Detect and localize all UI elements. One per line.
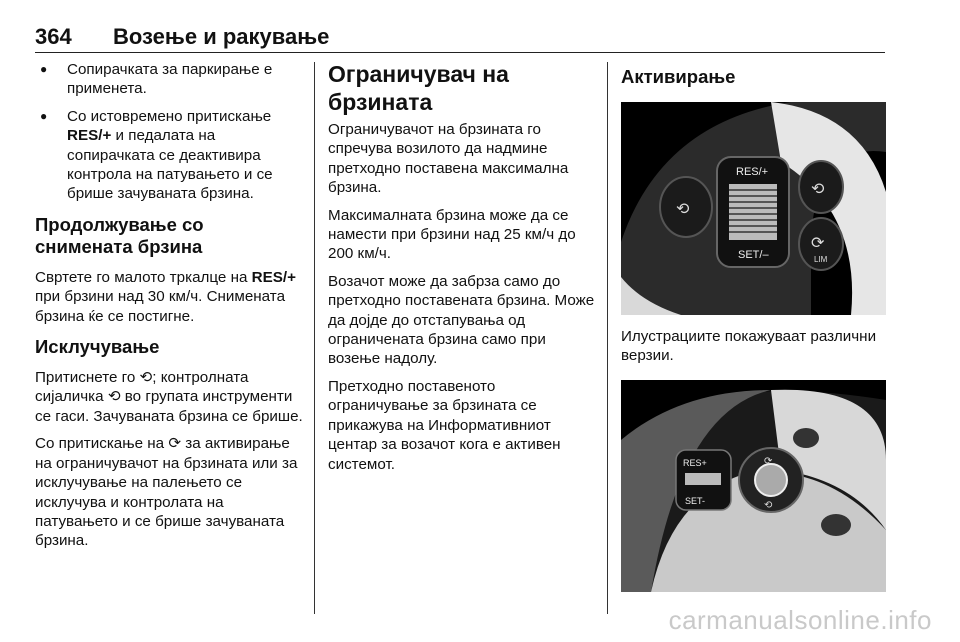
- steering-controls-illustration-2: [621, 380, 886, 592]
- resume-heading: Продолжување со снимената брзина: [35, 213, 204, 257]
- svg-text:⟲: ⟲: [676, 199, 690, 218]
- svg-text:RES+: RES+: [683, 457, 707, 468]
- cruise-control-icon: ⟲: [107, 388, 121, 406]
- svg-text:LIM: LIM: [814, 255, 828, 264]
- paragraph: Максималната брзина може да се намести при брзини над 25 км/ч до 200 км/ч.: [328, 206, 576, 263]
- illustration-caption: Илустрациите покажуваат различни верзии.: [621, 328, 877, 365]
- svg-text:⟳: ⟳: [764, 455, 773, 467]
- column-divider-1: [314, 62, 315, 614]
- svg-text:SET-: SET-: [685, 495, 706, 506]
- activation-heading: Активирање: [621, 66, 736, 87]
- column-1: [35, 60, 303, 559]
- off-text-1: Притиснете го ⟲; контролната сијаличка ⟲ во групата инструменти се гаси. Зачуваната брзина се брише.: [35, 369, 303, 425]
- svg-text:SET/–: SET/–: [738, 249, 769, 261]
- resume-text: Свртете го малото тркалце на RES/+ при брзини над 30 км/ч. Снимената брзина ќе се постигне.: [35, 268, 296, 325]
- bullet-item: ● Сопирачката за паркирање е применета.: [35, 60, 303, 99]
- off-heading: Исклучување: [35, 336, 160, 358]
- svg-text:⟲: ⟲: [811, 179, 825, 198]
- column-3: [621, 60, 889, 592]
- paragraph: Претходно поставеното ограничување за брзината се прикажува на Информативниот центар за возачот кога е активен системот.: [328, 377, 561, 473]
- cruise-control-icon: ⟲: [139, 369, 153, 387]
- page-header: [35, 22, 885, 53]
- page-number: 364: [35, 24, 72, 49]
- watermark: carmanualsonline.info: [668, 605, 932, 635]
- bullet-item: ● Со истовремено притискање RES/+ и педалата на сопирачката се деактивира контрола на патувањето и се брише зачуваната брзина.: [35, 107, 303, 204]
- speed-limiter-icon: ⟳: [168, 435, 182, 453]
- speed-limiter-heading: Ограничувач на брзината: [328, 61, 509, 115]
- paragraph: Возачот може да забрза само до претходно поставената брзина. Може да дојде до отстапувања од ограничената брзина само при возење надолу.: [328, 272, 595, 368]
- page-title: Возење и ракување: [113, 24, 330, 49]
- paragraph: Ограничувачот на брзината го спречува возилото да надмине претходно поставена максимална брзина.: [328, 121, 569, 197]
- column-divider-2: [607, 62, 608, 614]
- svg-text:⟲: ⟲: [764, 499, 773, 511]
- svg-text:RES/+: RES/+: [736, 166, 769, 178]
- off-text-2: Со притискање на ⟳ за активирање на ограничувачот на брзината или за исклучување на палењето се исклучува и контролата на патувањето и се брише зачуваната брзина.: [35, 435, 298, 550]
- column-2: [328, 60, 596, 482]
- svg-text:⟳: ⟳: [811, 233, 825, 252]
- steering-controls-illustration-1: [621, 102, 886, 315]
